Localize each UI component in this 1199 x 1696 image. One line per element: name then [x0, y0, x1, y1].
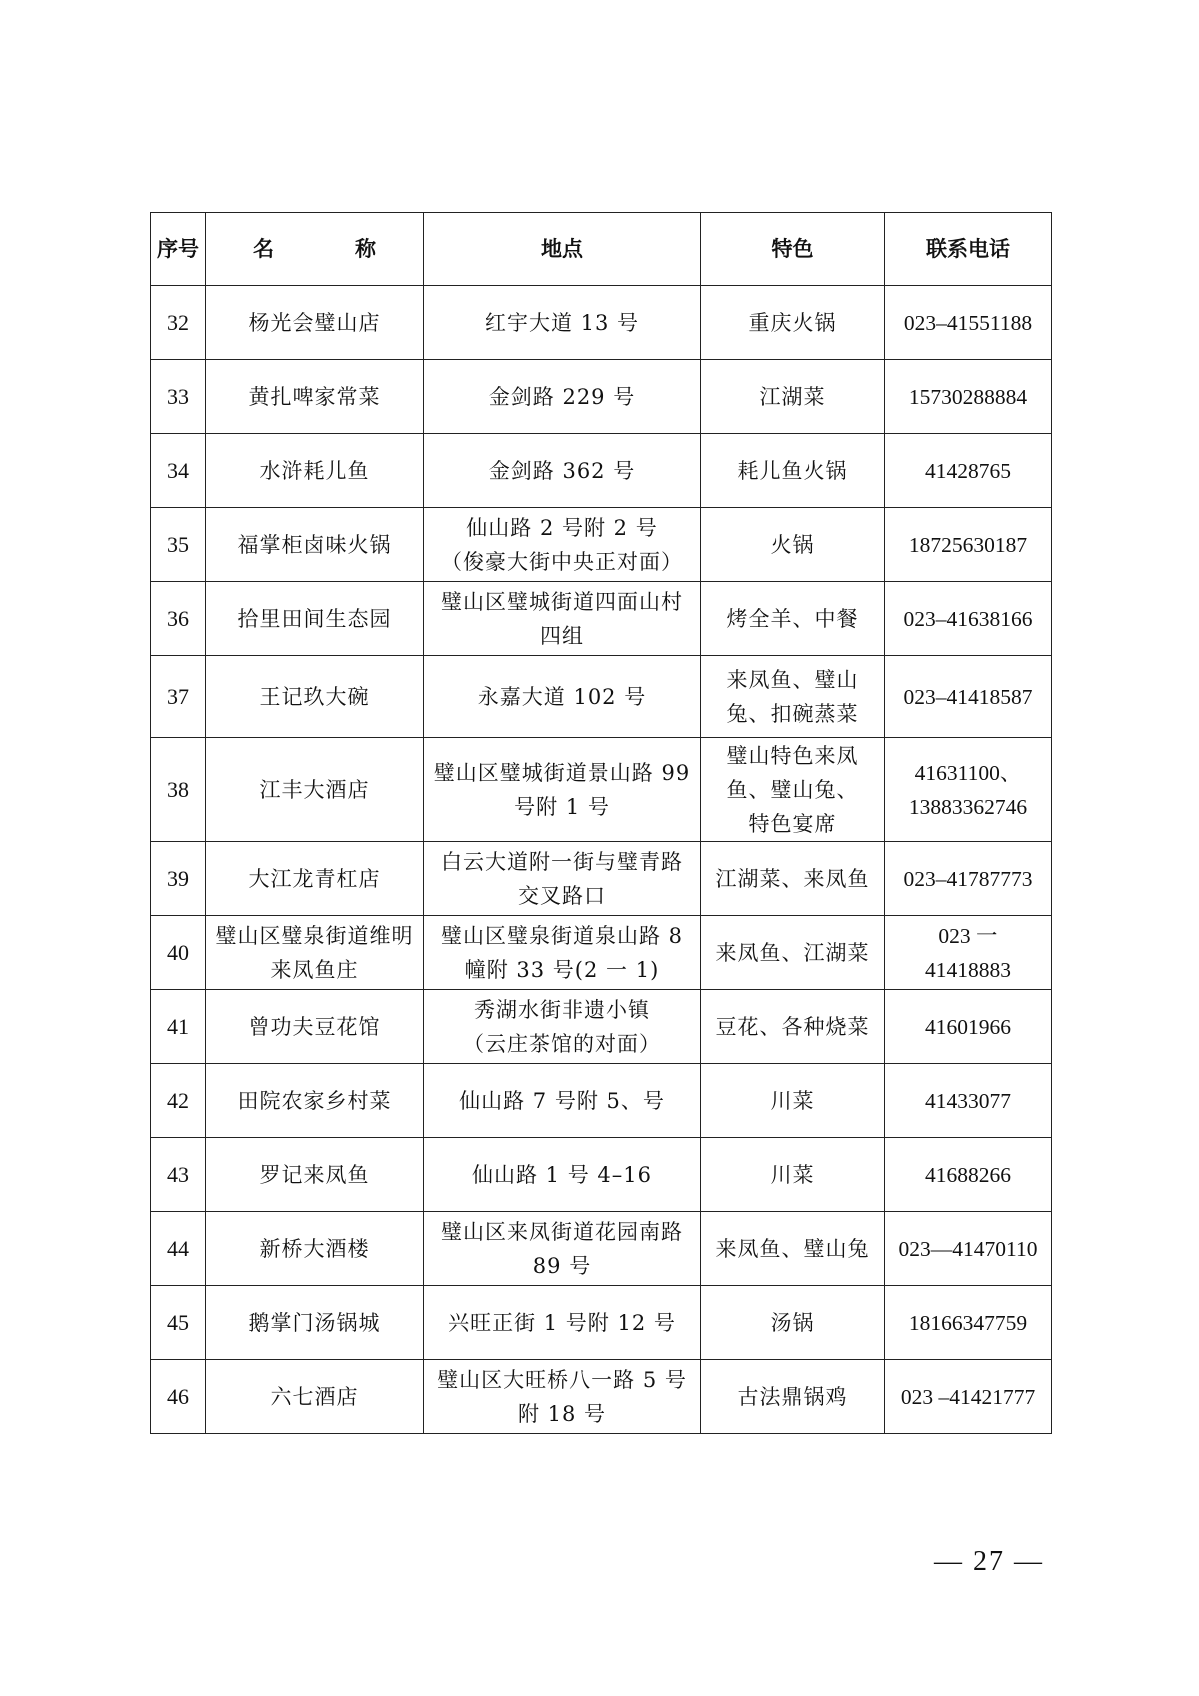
cell-location: 仙山路 2 号附 2 号 （俊豪大街中央正对面） [424, 508, 701, 582]
cell-specialty: 川菜 [701, 1138, 885, 1212]
table-row [151, 916, 1052, 990]
cell-phone: 18166347759 [885, 1286, 1052, 1360]
restaurant-table [150, 212, 1052, 1434]
cell-phone: 023–41551188 [885, 286, 1052, 360]
cell-location: 璧山区来凤街道花园南路 89 号 [424, 1212, 701, 1286]
cell-location: 仙山路 7 号附 5、号 [424, 1064, 701, 1138]
cell-name: 曾功夫豆花馆 [206, 990, 424, 1064]
cell-specialty: 豆花、各种烧菜 [701, 990, 885, 1064]
cell-phone: 18725630187 [885, 508, 1052, 582]
cell-index: 43 [151, 1138, 206, 1212]
table-header-row [151, 213, 1052, 286]
cell-name: 江丰大酒店 [206, 738, 424, 842]
table-row [151, 738, 1052, 842]
table-row [151, 656, 1052, 738]
cell-phone: 41428765 [885, 434, 1052, 508]
cell-location: 璧山区璧泉街道泉山路 8 幢附 33 号(2 一 1) [424, 916, 701, 990]
cell-specialty: 来凤鱼、江湖菜 [701, 916, 885, 990]
cell-location: 金剑路 362 号 [424, 434, 701, 508]
table-row [151, 990, 1052, 1064]
cell-name: 拾里田间生态园 [206, 582, 424, 656]
cell-name: 黄扎啤家常菜 [206, 360, 424, 434]
cell-location: 璧山区璧城街道四面山村 四组 [424, 582, 701, 656]
header-specialty: 特色 [701, 213, 885, 286]
cell-location: 金剑路 229 号 [424, 360, 701, 434]
cell-phone: 15730288884 [885, 360, 1052, 434]
cell-specialty: 烤全羊、中餐 [701, 582, 885, 656]
cell-index: 32 [151, 286, 206, 360]
cell-name: 璧山区璧泉街道维明 来凤鱼庄 [206, 916, 424, 990]
table-row [151, 286, 1052, 360]
table-row [151, 1360, 1052, 1434]
cell-name: 六七酒店 [206, 1360, 424, 1434]
cell-location: 仙山路 1 号 4–16 [424, 1138, 701, 1212]
cell-name: 王记玖大碗 [206, 656, 424, 738]
cell-specialty: 江湖菜 [701, 360, 885, 434]
cell-specialty: 来凤鱼、璧山兔 [701, 1212, 885, 1286]
table-body [151, 286, 1052, 1434]
cell-specialty: 来凤鱼、璧山 兔、扣碗蒸菜 [701, 656, 885, 738]
cell-index: 40 [151, 916, 206, 990]
cell-name: 新桥大酒楼 [206, 1212, 424, 1286]
cell-specialty: 重庆火锅 [701, 286, 885, 360]
cell-name: 田院农家乡村菜 [206, 1064, 424, 1138]
cell-specialty: 耗儿鱼火锅 [701, 434, 885, 508]
cell-specialty: 汤锅 [701, 1286, 885, 1360]
cell-specialty: 江湖菜、来凤鱼 [701, 842, 885, 916]
cell-name: 杨光会璧山店 [206, 286, 424, 360]
cell-name: 鹅掌门汤锅城 [206, 1286, 424, 1360]
cell-phone: 023–41638166 [885, 582, 1052, 656]
table-row [151, 360, 1052, 434]
cell-index: 35 [151, 508, 206, 582]
header-location: 地点 [424, 213, 701, 286]
cell-index: 41 [151, 990, 206, 1064]
cell-index: 46 [151, 1360, 206, 1434]
cell-phone: 023–41418587 [885, 656, 1052, 738]
cell-index: 39 [151, 842, 206, 916]
table-row [151, 508, 1052, 582]
header-name: 名 称 [206, 213, 424, 286]
cell-phone: 41433077 [885, 1064, 1052, 1138]
cell-name: 罗记来凤鱼 [206, 1138, 424, 1212]
header-phone: 联系电话 [885, 213, 1052, 286]
cell-location: 红宇大道 13 号 [424, 286, 701, 360]
header-index: 序号 [151, 213, 206, 286]
cell-name: 大江龙青杠店 [206, 842, 424, 916]
cell-location: 璧山区璧城街道景山路 99 号附 1 号 [424, 738, 701, 842]
cell-specialty: 古法鼎锅鸡 [701, 1360, 885, 1434]
cell-phone: 41631100、 13883362746 [885, 738, 1052, 842]
table-row [151, 434, 1052, 508]
cell-index: 38 [151, 738, 206, 842]
cell-phone: 023 –41421777 [885, 1360, 1052, 1434]
cell-index: 45 [151, 1286, 206, 1360]
cell-index: 42 [151, 1064, 206, 1138]
cell-phone: 023 一 41418883 [885, 916, 1052, 990]
table-row [151, 1212, 1052, 1286]
cell-index: 44 [151, 1212, 206, 1286]
table-row [151, 1286, 1052, 1360]
table-row [151, 582, 1052, 656]
cell-index: 33 [151, 360, 206, 434]
cell-name: 水浒耗儿鱼 [206, 434, 424, 508]
cell-location: 璧山区大旺桥八一路 5 号 附 18 号 [424, 1360, 701, 1434]
cell-index: 36 [151, 582, 206, 656]
cell-phone: 023–41787773 [885, 842, 1052, 916]
table-row [151, 842, 1052, 916]
cell-index: 34 [151, 434, 206, 508]
table-row [151, 1138, 1052, 1212]
cell-name: 福掌柜卤味火锅 [206, 508, 424, 582]
cell-specialty: 川菜 [701, 1064, 885, 1138]
cell-location: 永嘉大道 102 号 [424, 656, 701, 738]
cell-phone: 41601966 [885, 990, 1052, 1064]
page-number: — 27 — [934, 1546, 1044, 1577]
cell-location: 秀湖水街非遗小镇 （云庄茶馆的对面） [424, 990, 701, 1064]
cell-index: 37 [151, 656, 206, 738]
cell-specialty: 璧山特色来凤 鱼、璧山兔、 特色宴席 [701, 738, 885, 842]
cell-location: 白云大道附一街与璧青路 交叉路口 [424, 842, 701, 916]
cell-phone: 023—41470110 [885, 1212, 1052, 1286]
cell-phone: 41688266 [885, 1138, 1052, 1212]
cell-specialty: 火锅 [701, 508, 885, 582]
table-row [151, 1064, 1052, 1138]
cell-location: 兴旺正街 1 号附 12 号 [424, 1286, 701, 1360]
